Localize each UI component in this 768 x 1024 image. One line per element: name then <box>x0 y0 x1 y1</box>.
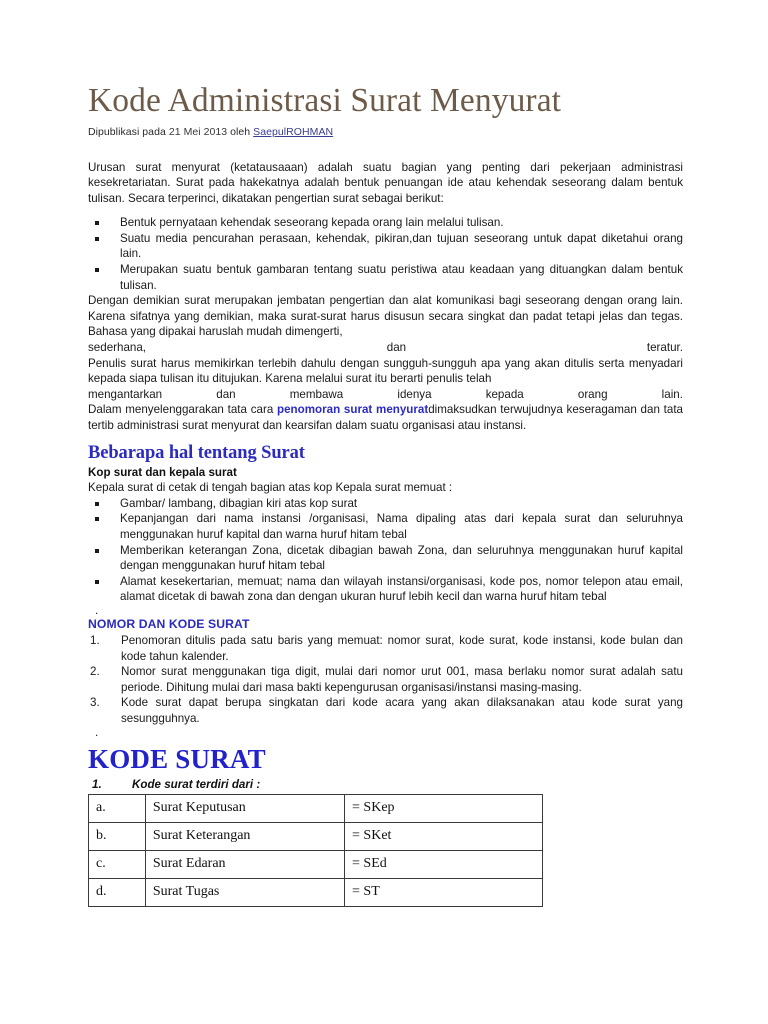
table-cell-code: = SEd <box>345 850 543 878</box>
kop-surat-bullet-list <box>88 496 683 605</box>
table-cell-letter: b. <box>89 822 146 850</box>
lead-in-number: 1. <box>92 777 102 791</box>
list-item: Kepanjangan dari nama instansi /organisasi, Nama dipaling atas dari kepala surat dan seluruhnya menggunakan huruf kapital dan warna huruf hitam tebal <box>95 511 683 542</box>
list-item: Nomor surat menggunakan tiga digit, mulai dari nomor urut 001, masa berlaku nomor surat adalah satu periode. Dihitung mulai dari masa bakti kepengurusan organisasi/instansi masing-masing. <box>121 665 683 694</box>
list-item: Suatu media pencurahan perasaan, kehendak, pikiran,dan tujuan seseorang untuk dapat diketahui orang lain. <box>95 231 683 262</box>
spread-word: membawa <box>289 387 344 401</box>
list-item: Gambar/ lambang, dibagian kiri atas kop surat <box>95 496 683 512</box>
discussion-part-2: Penulis surat harus memikirkan terlebih dahulu dengan sungguh-sungguh apa yang akan ditulis serta menyadari kepada siapa tulisan itu ditujukan. Karena melalui surat itu berarti penulis telah <box>88 356 683 386</box>
spread-word: orang <box>577 387 608 401</box>
table-body <box>89 794 543 906</box>
table-cell-code: = SKep <box>345 794 543 822</box>
byline-prefix: Dipublikasi pada <box>88 125 166 138</box>
discussion-part-3-before: Dalam menyelenggarakan tata cara <box>88 403 278 417</box>
table-cell-letter: c. <box>89 850 146 878</box>
list-item: Alamat kesekertarian, memuat; nama dan wilayah instansi/organisasi, kode pos, nomor telepon atau email, alamat dicetak di bawah zona dan dengan ukuran huruf lebih kecil dan warna huruf hitam tebal <box>95 574 683 605</box>
spread-word: teratur. <box>646 341 683 355</box>
list-item: Merupakan suatu bentuk gambaran tentang suatu peristiwa atau keadaan yang dituangkan dalam bentuk tulisan. <box>95 262 683 293</box>
penomoran-link[interactable]: penomoran surat menyurat <box>277 403 429 417</box>
kop-surat-intro: Kepala surat di cetak di tengah bagian atas kop Kepala surat memuat : <box>88 481 453 495</box>
table-row <box>89 878 543 906</box>
section-heading-nomor-kode-surat: NOMOR DAN KODE SURAT <box>88 616 250 631</box>
table-cell-code: = SKet <box>345 822 543 850</box>
list-item: Kode surat dapat berupa singkatan dari kode acara yang akan dilaksanakan atau kode surat yang sesungguhnya. <box>121 696 683 725</box>
table-row <box>89 794 543 822</box>
table-row <box>89 822 543 850</box>
byline-connector: oleh <box>230 125 251 138</box>
stray-dot-after-nomor: . <box>95 725 99 739</box>
table-cell-name: Surat Tugas <box>145 878 344 906</box>
author-link[interactable]: SaepulROHMAN <box>253 125 334 138</box>
stray-dot-before-nomor: . <box>95 603 99 617</box>
table-cell-name: Surat Keterangan <box>145 822 344 850</box>
byline <box>88 126 683 138</box>
table-cell-code: = ST <box>345 878 543 906</box>
list-item: Penomoran ditulis pada satu baris yang memuat: nomor surat, kode surat, kode instansi, kode bulan dan kode tahun kalender. <box>121 633 683 663</box>
lead-in-text: Kode surat terdiri dari : <box>132 777 261 791</box>
discussion-part-3 <box>88 402 683 433</box>
spread-word: sederhana, <box>88 341 147 355</box>
table-cell-letter: a. <box>89 794 146 822</box>
byline-date: 21 Mei 2013 <box>168 125 228 138</box>
spread-word: dan <box>216 387 236 401</box>
intro-paragraph: Urusan surat menyurat (ketatausaaan) adalah suatu bagian yang penting dari pekerjaan administrasi kesekretariatan. Surat pada hakekatnya adalah bentuk penuangan ide atau kehendak seseorang dalam bentuk tulisan. Secara terperinci, dikatakan pengertian surat sebagai berikut: <box>88 160 683 205</box>
section-heading-beberapa: Bebarapa hal tentang Surat <box>88 442 305 463</box>
intro-bullet-list <box>88 215 683 293</box>
table-row <box>89 850 543 878</box>
table-cell-name: Surat Keputusan <box>145 794 344 822</box>
spread-word: idenya <box>397 387 432 401</box>
subheading-kop-surat: Kop surat dan kepala surat <box>88 465 237 479</box>
discussion-spread-line-2 <box>88 387 683 403</box>
nomor-kode-surat-list <box>88 633 683 727</box>
spread-word: lain. <box>661 387 683 401</box>
spread-word: dan <box>386 341 407 355</box>
discussion-part-1: Dengan demikian surat merupakan jembatan pengertian dan alat komunikasi bagi seseorang dengan orang lain. Karena sifatnya yang demikian, maka surat-surat harus disusun secara singkat dan padat tetapi jelas dan tegas. Bahasa yang dipakai haruslah mudah dimengerti, <box>88 294 683 339</box>
list-item: Memberikan keterangan Zona, dicetak dibagian bawah Zona, dan seluruhnya menggunakan huruf kapital dengan menggunakan huruf hitam tebal <box>95 543 683 574</box>
spread-word: mengantarkan <box>88 387 163 401</box>
kode-surat-table <box>88 794 543 907</box>
spread-word: kepada <box>485 387 524 401</box>
list-item: Bentuk pernyataan kehendak seseorang kepada orang lain melalui tulisan. <box>95 215 683 231</box>
discussion-part-3-after: dimaksudkan terwujudnya keseragaman dan tata tertib administrasi surat menyurat dan kearsifan dalam suatu organisasi atau instansi. <box>88 403 683 433</box>
section-heading-kode-surat: KODE SURAT <box>88 743 266 774</box>
discussion-spread-line-1 <box>88 340 683 356</box>
page-title: Kode Administrasi Surat Menyurat <box>88 82 562 119</box>
kode-surat-lead-in <box>88 778 683 791</box>
table-cell-letter: d. <box>89 878 146 906</box>
table-cell-name: Surat Edaran <box>145 850 344 878</box>
